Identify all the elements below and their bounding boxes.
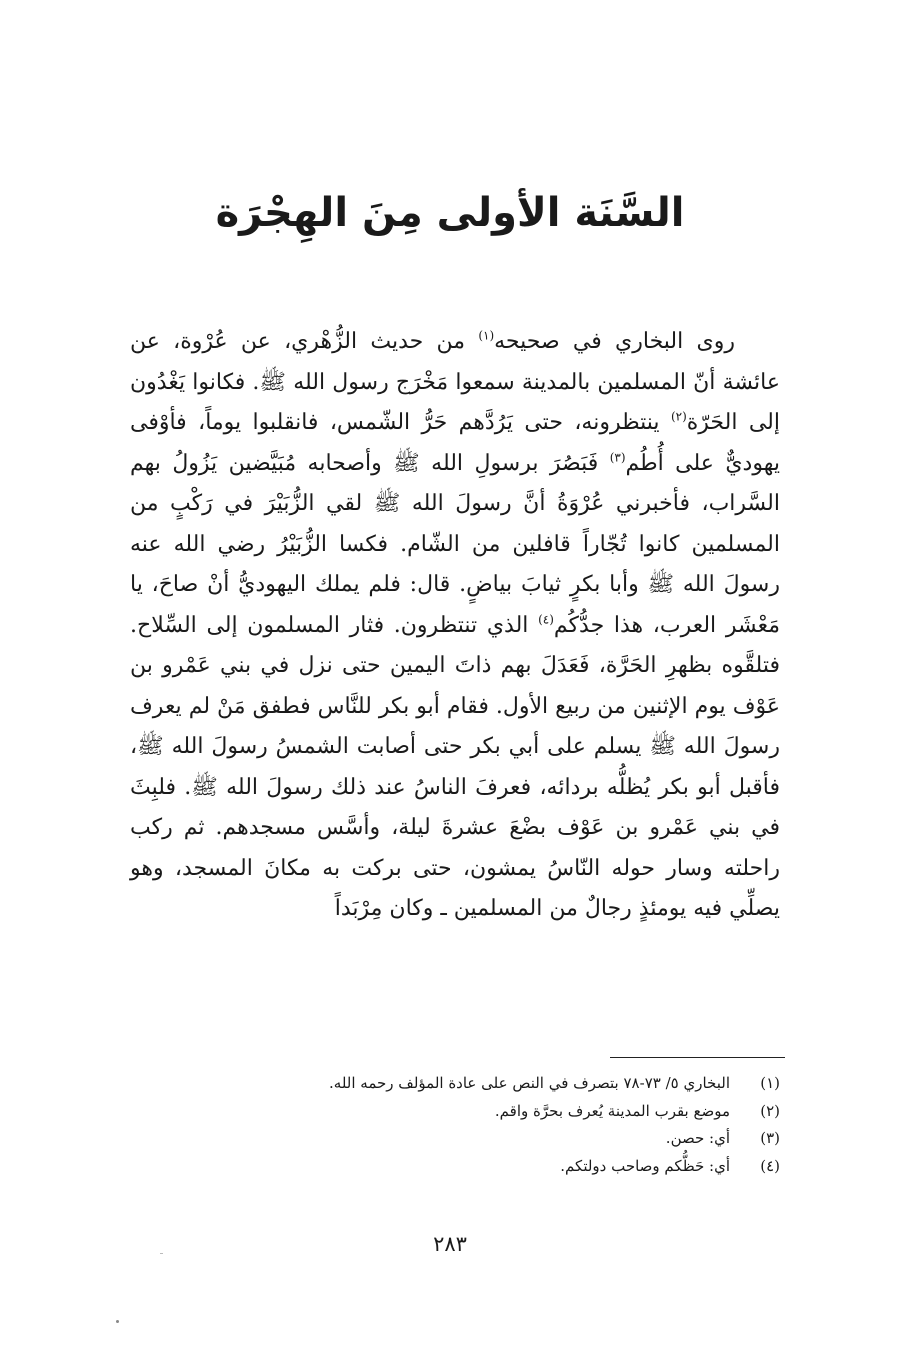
footnote-ref-1: (١) (478, 328, 495, 343)
footnote-ref-3: (٣) (609, 450, 626, 465)
text-segment: ينتظرونه، حتى يَرُدَّهم حَرُّ الشّمس، فانقلبوا يوماً، فأوْفى يهوديٌّ على أُطُم (130, 410, 780, 476)
footnote-number: (٣) (760, 1129, 780, 1147)
chapter-title: السَّنَة الأولى مِنَ الهِجْرَة (215, 190, 685, 236)
scan-speck (116, 1320, 119, 1323)
footnotes-list (130, 1070, 780, 1180)
footnote-text: موضع بقرب المدينة يُعرف بحرَّة واقم. (494, 1101, 730, 1120)
footnote-item (130, 1125, 780, 1153)
footnote-ref-4: (٤) (538, 612, 554, 627)
footnote-text: أي: حَظُّكم وصاحب دولتكم. (560, 1156, 730, 1175)
text-segment: الذي تنتظرون. فثار المسلمون إلى السِّلاح. فتلقَّوه بظهرِ الحَرَّة، فَعَدَلَ بهم ذاتَ اليمين حتى نزل في بني عَمْرو بن عَوْف يوم الإثنين من ربيع الأول. فقام أبو بكر للنَّاس فطفق مَنْ لم يعرف رسولَ الله ﷺ يسلم على أبي بكر حتى أصابت الشمسُ رسولَ الله ﷺ، فأقبل أبو بكر يُظلُّه بردائه، فعرفَ الناسُ عند ذلك رسولَ الله ﷺ. فلبِثَ في بني عَمْرو بن عَوْف بضْعَ عشرةَ ليلة، وأسَّس مسجدهم. ثم ركب راحلته وسار حوله النّاسُ يمشون، حتى بركت به مكانَ المسجد، وهو يصلِّي فيه يومئذٍ رجالٌ من المسلمين ـ وكان مِرْبَداً (130, 612, 780, 921)
text-segment: روى البخاري في صحيحه (494, 329, 735, 354)
footnote-item (130, 1153, 780, 1181)
main-text (130, 322, 780, 930)
text-segment: من حديث الزُّهْري، عن عُرْوة، عن عائشة أنّ المسلمين بالمدينة سمعوا مَخْرَج رسول الله ﷺ. فكانوا يَغْدُون إلى الحَرّة (130, 329, 780, 435)
footnote-item (130, 1098, 780, 1126)
text-segment: فَبَصُرَ برسولِ الله ﷺ وأصحابه مُبَيَّضين يَزُولُ بهم السَّراب، فأخبرني عُرْوَةُ أنَّ رسولَ الله ﷺ لقي الزُّبَيْرَ في رَكْبٍ من المسلمين كانوا تُجّاراً قافلين من الشّام. فكسا الزُّبَيْرُ رضي الله عنه رسولَ الله ﷺ وأبا بكرٍ ثيابَ بياضٍ. قال: فلم يملك اليهوديُّ أنْ صاحَ، يا مَعْشَر العرب، هذا جدُّكُم (130, 450, 780, 638)
paragraph (130, 322, 780, 930)
footnote-text: أي: حصن. (665, 1129, 730, 1147)
page-number: ٢٨٣ (433, 1232, 467, 1256)
scan-speck (160, 1253, 163, 1254)
footnote-number: (٢) (760, 1101, 780, 1120)
footnote-ref-2: (٢) (670, 409, 687, 424)
footnote-number: (٤) (760, 1156, 780, 1175)
footnote-number: (١) (760, 1074, 780, 1092)
footnote-divider (610, 1057, 785, 1058)
footnote-text: البخاري ٥/ ٧٣-٧٨ بتصرف في النص على عادة المؤلف رحمه الله. (329, 1074, 730, 1092)
footnote-item (130, 1070, 780, 1098)
